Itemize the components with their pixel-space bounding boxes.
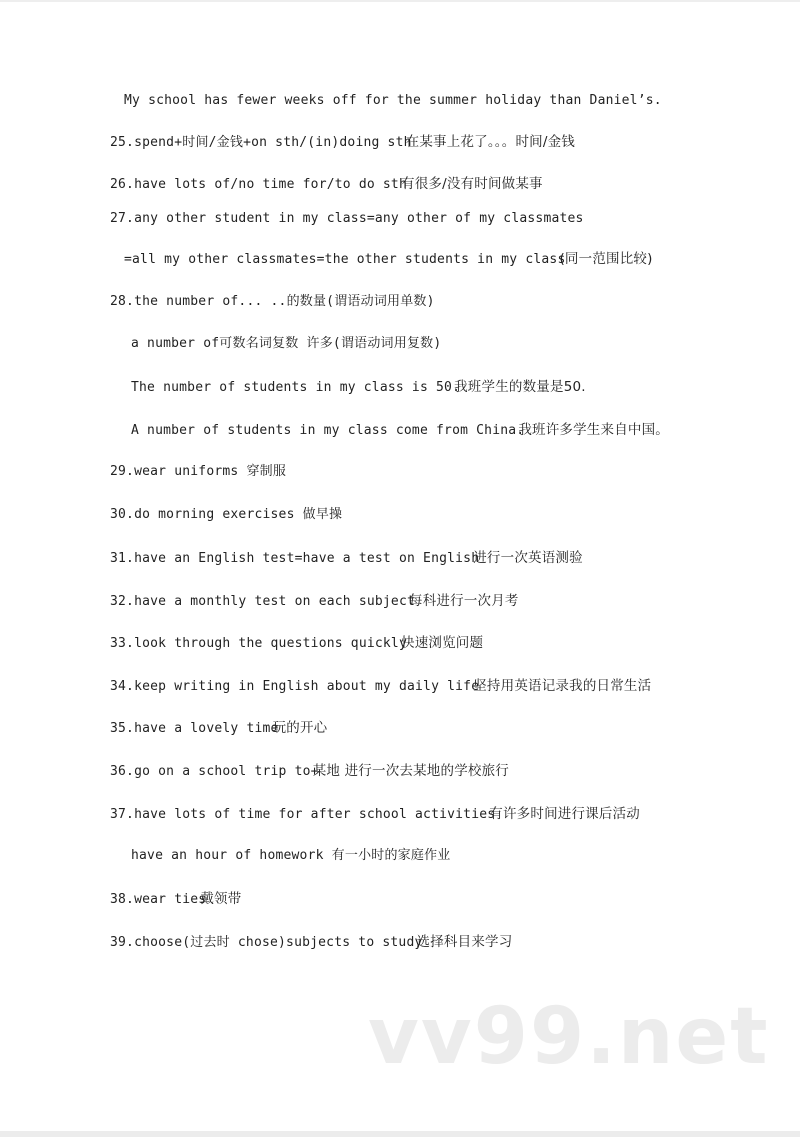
text-line: 37.have lots of time for after school activities有许多时间进行课后活动 bbox=[110, 806, 640, 822]
text-line: a number of可数名词复数 许多(谓语动词用复数) bbox=[131, 336, 442, 351]
text-line: 35.have a lovely time玩的开心 bbox=[110, 720, 328, 736]
text-line: 36.go on a school trip to+某地 进行一次去某地的学校旅行 bbox=[110, 763, 509, 779]
text-line: 34.keep writing in English about my daily life坚持用英语记录我的日常生活 bbox=[110, 678, 652, 694]
text-line: have an hour of homework 有一小时的家庭作业 bbox=[131, 848, 451, 863]
text-line: The number of students in my class is 50.我班学生的数量是50. bbox=[131, 379, 586, 395]
text-line: 26.have lots of/no time for/to do sth有很多/没有时间做某事 bbox=[110, 176, 543, 192]
text-line: 30.do morning exercises 做早操 bbox=[110, 507, 343, 522]
text-line: 29.wear uniforms 穿制服 bbox=[110, 464, 287, 479]
text-line: =all my other classmates=the other students in my class(同一范围比较) bbox=[124, 251, 653, 267]
text-line: A number of students in my class come from China.我班许多学生来自中国。 bbox=[131, 422, 670, 438]
text-line: 38.wear ties戴领带 bbox=[110, 891, 242, 907]
text-line: 27.any other student in my class=any other of my classmates bbox=[110, 211, 584, 226]
watermark: vv99.net bbox=[368, 992, 770, 1082]
text-line: 33.look through the questions quickly快速浏览问题 bbox=[110, 635, 484, 651]
text-line: 31.have an English test=have a test on English进行一次英语测验 bbox=[110, 550, 583, 566]
text-line: 39.choose(过去时 chose)subjects to study选择科目来学习 bbox=[110, 934, 513, 950]
text-line: 32.have a monthly test on each subject每科进行一次月考 bbox=[110, 593, 519, 609]
text-line: 25.spend+时间/金钱+on sth/(in)doing sth在某事上花了。。。时间/金钱 bbox=[110, 134, 575, 150]
text-line: My school has fewer weeks off for the summer holiday than Daniel’s. bbox=[124, 93, 662, 108]
text-line: 28.the number of... ..的数量(谓语动词用单数) bbox=[110, 294, 435, 309]
page-bottom-edge bbox=[0, 1131, 800, 1137]
